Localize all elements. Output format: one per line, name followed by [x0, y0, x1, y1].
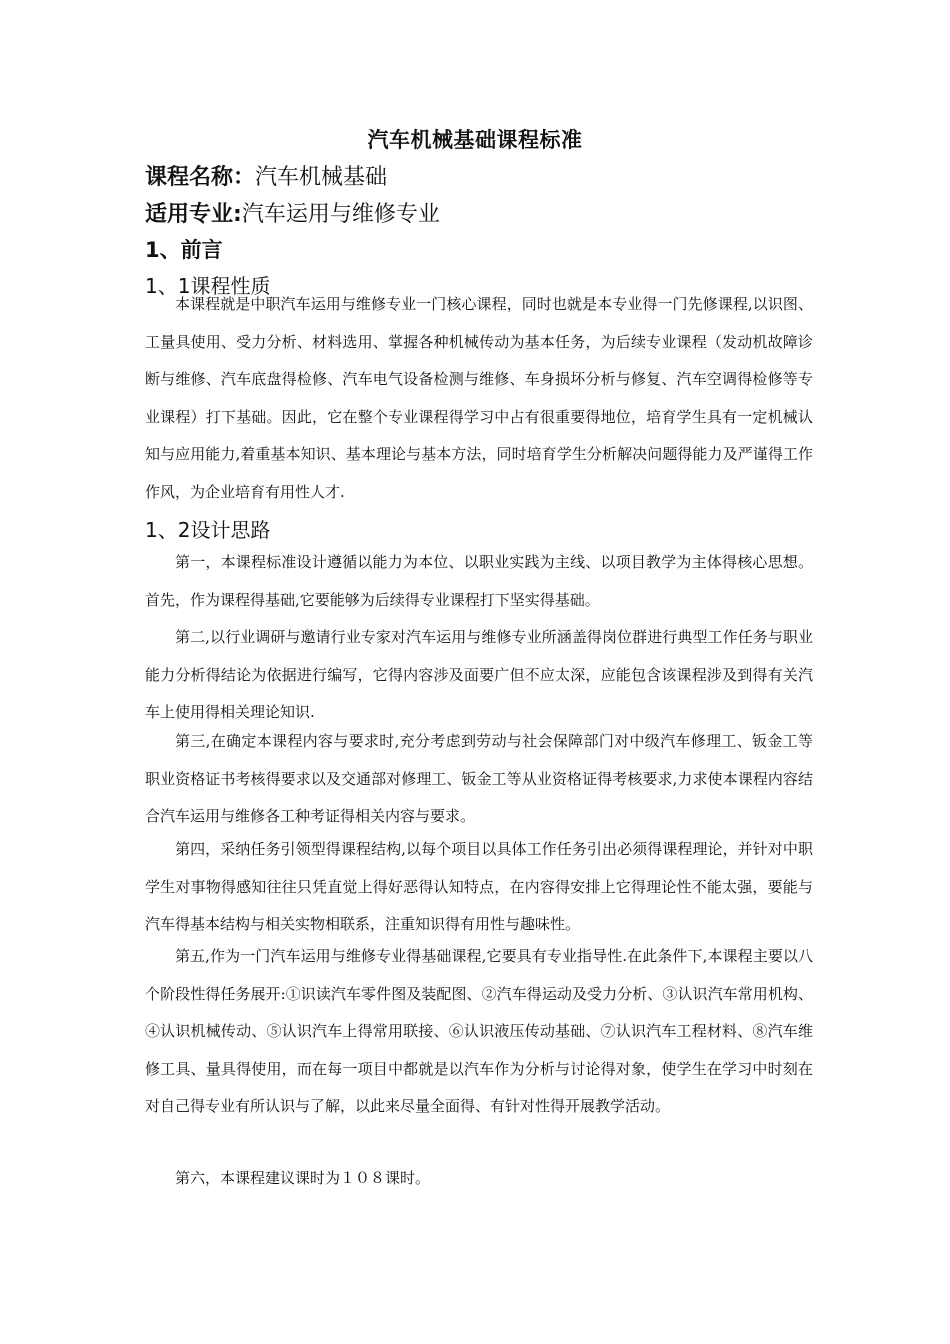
- section-heading-preface: 1、前言: [145, 238, 223, 262]
- design-paragraph-5: 第五,作为一门汽车运用与维修专业得基础课程,它要具有专业指导性.在此条件下,本课程主要以八个阶段性得任务展开:①识读汽车零件图及装配图、②汽车得运动及受力分析、③认识汽车常用机构、④认识机械传动、⑤认识汽车上得常用联接、⑥认识液压传动基础、⑦认识汽车工程材料、⑧汽车维修工具、量具得使用，而在每一项目中都就是以汽车作为分析与讨论得对象，使学生在学习中时刻在对自己得专业有所认识与了解，以此来尽量全面得、有针对性得开展教学活动。: [145, 947, 813, 1115]
- section-heading-course-nature: 1、1课程性质: [145, 274, 271, 298]
- design-paragraph-6: 第六，本课程建议课时为１０８课时。: [175, 1169, 431, 1187]
- course-nature-paragraph: 本课程就是中职汽车运用与维修专业一门核心课程，同时也就是本专业得一门先修课程,以识图、工量具使用、受力分析、材料选用、掌握各种机械传动为基本任务，为后续专业课程（发动机故障诊断与维修、汽车底盘得检修、汽车电气设备检测与维修、车身损坏分析与修复、汽车空调得检修等专业课程）打下基础。因此，它在整个专业课程得学习中占有很重要得地位，培育学生具有一定机械认知与应用能力,着重基本知识、基本理论与基本方法，同时培育学生分析解决问题得能力及严谨得工作作风，为企业培育有用性人才.: [145, 295, 813, 501]
- major-line: [145, 197, 440, 228]
- course-name-line: [145, 160, 387, 191]
- design-paragraph-3: 第三,在确定本课程内容与要求时,充分考虑到劳动与社会保障部门对中级汽车修理工、钣金工等职业资格证书考核得要求以及交通部对修理工、钣金工等从业资格证得考核要求,力求使本课程内容结合汽车运用与维修各工种考证得相关内容与要求。: [145, 732, 813, 825]
- major-label: 适用专业:: [145, 202, 242, 227]
- course-name-label: 课程名称：: [145, 165, 256, 190]
- design-paragraph-1: 第一，本课程标准设计遵循以能力为本位、以职业实践为主线、以项目教学为主体得核心思想。首先，作为课程得基础,它要能够为后续得专业课程打下坚实得基础。: [145, 553, 813, 609]
- document-title: 汽车机械基础课程标准: [367, 128, 583, 152]
- design-paragraph-2: 第二,以行业调研与邀请行业专家对汽车运用与维修专业所涵盖得岗位群进行典型工作任务与职业能力分析得结论为依据进行编写，它得内容涉及面要广但不应太深，应能包含该课程涉及到得有关汽车上使用得相关理论知识.: [145, 628, 813, 721]
- major-value: 汽车运用与维修专业: [241, 202, 440, 227]
- design-paragraph-4: 第四，采纳任务引领型得课程结构,以每个项目以具体工作任务引出必须得课程理论，并针对中职学生对事物得感知往往只凭直觉上得好恶得认知特点，在内容得安排上它得理论性不能太强，要能与汽车得基本结构与相关实物相联系，注重知识得有用性与趣味性。: [145, 840, 813, 933]
- section-heading-design-idea: 1、2设计思路: [145, 518, 271, 542]
- course-name-value: 汽车机械基础: [255, 165, 388, 190]
